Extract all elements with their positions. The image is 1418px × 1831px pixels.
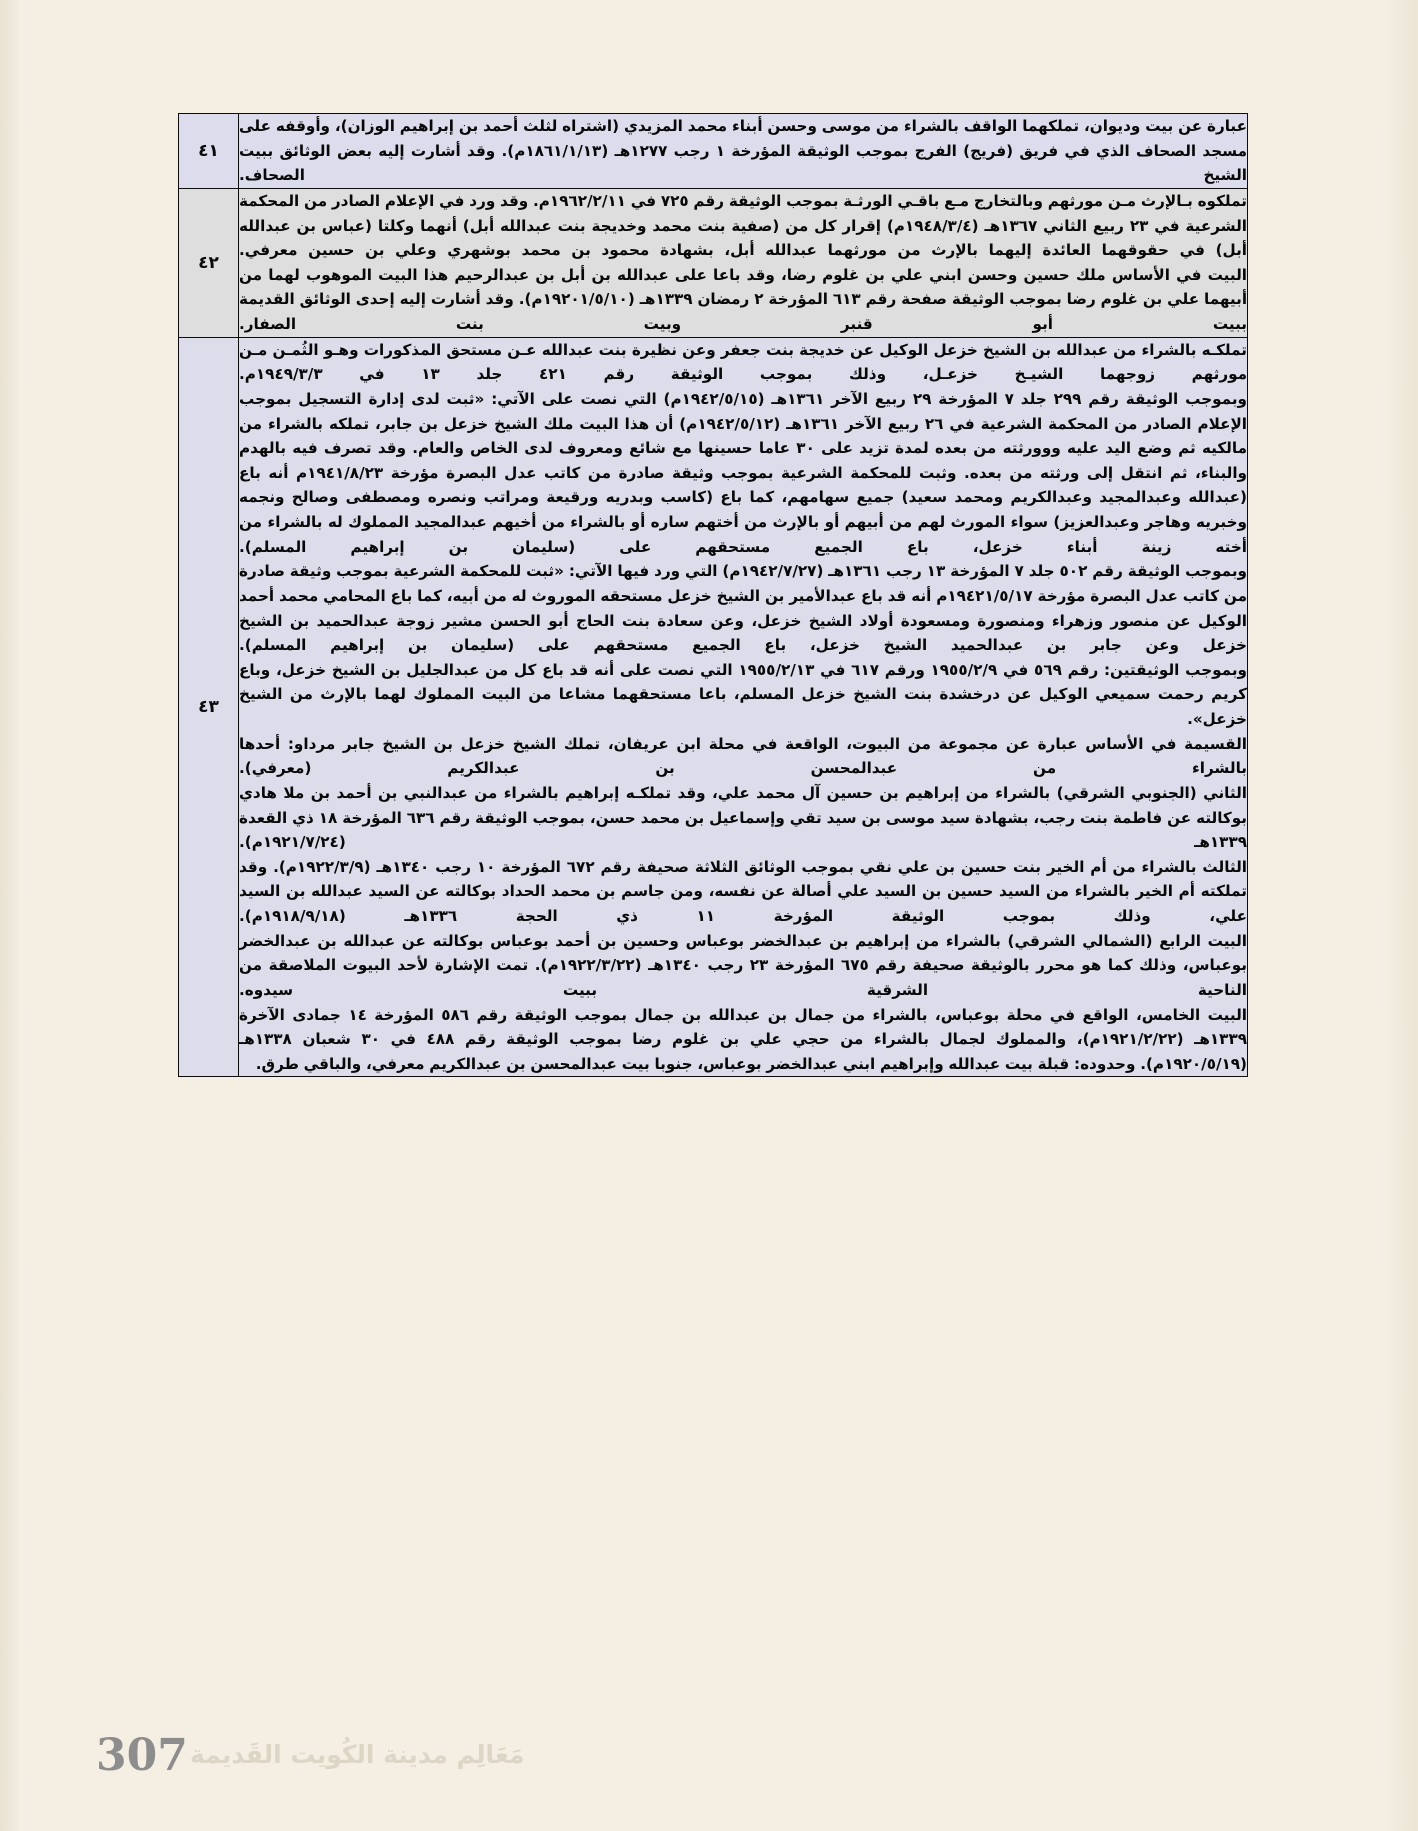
table-body [179,114,1248,1077]
record-paragraph: الثاني (الجنوبي الشرقي) بالشراء من إبراهيم بن حسين آل محمد علي، وقد تملكـه إبراهيم بالشراء من عبدالنبي بن أحمد بن ملا هادي بوكالته عن فاطمة بنت رجب، بشهادة سيد موسى بن سيد تقي وإسماعيل بن محمد حسن، بموجب الوثيقة رقم ٦٣٦ المؤرخة ١٨ ذي القعدة ١٣٣٩هـ (١٩٢١/٧/٢٤م). [239,783,1247,852]
page-footer [0,1719,1418,1789]
record-paragraph: الثالث بالشراء من أم الخير بنت حسين بن علي نقي بموجب الوثائق الثلاثة صحيفة رقم ٦٧٢ المؤرخة ١٠ رجب ١٣٤٠هـ (١٩٢٢/٣/٩م). وقد تملكته أم الخير بالشراء من السيد حسين بن السيد علي أصالة عن نفسه، ومن جاسم بن محمد الحداد بوكالته عن السيد عبدالله بن السيد علي، وذلك بموجب الوثيقة المؤرخة ١١ ذي الحجة ١٣٣٦هـ (١٩١٨/٩/١٨م). [239,857,1248,925]
record-paragraph: القسيمة في الأساس عبارة عن مجموعة من البيوت، الواقعة في محلة ابن عريفان، تملك الشيخ خزعل بن الشيخ جابر مرداو: أحدها بالشراء من عبدالمحسن بن عبدالكريم (معرفي). [239,734,1247,778]
table-row [179,337,1248,1077]
paper-edge-right [1384,0,1418,1831]
record-paragraph: وبموجب الوثيقة رقم ٥٠٢ جلد ٧ المؤرخة ١٣ رجب ١٣٦١هـ (١٩٤٢/٧/٢٧م) التي ورد فيها الآتي: «ثبت للمحكمة الشرعية بموجب وثيقة صادرة من كاتب عدل البصرة مؤرخة ١٩٤٢١/٥/١٧م أنه قد باع عبدالأمير بن الشيخ خزعل مستحقه الموروث له من أبيه، كما باع المحامي محمد أحمد الوكيل عن منصور وزهراء ومنصورة ومسعودة أولاد الشيخ خزعل، وعن سعادة بنت الحاج أبو الحسن مشير زوجة عبدالحميد بن الشيخ خزعل وعن جابر بن عبدالحميد الشيخ خزعل، باع الجميع مستحقهم على (سليمان بن إبراهيم المسلم). [239,562,1247,655]
record-paragraph: البيت الخامس، الواقع في محلة بوعباس، بالشراء من جمال بن عبدالله بن جمال بموجب الوثيقة رقم ٥٨٦ المؤرخة ١٤ جمادى الآخرة ١٣٣٩هـ (١٩٢١/٢/٢٢م)، والمملوك لجمال بالشراء من حجي علي بن غلوم رضا بموجب الوثيقة رقم ٤٨٨ في ٣٠ شعبان ١٣٣٨هـ (١٩٢٠/٥/١٩م). وحدوده: قبلة بيت عبدالله وإبراهيم ابني عبدالخضر بوعباس، جنوبا بيت عبدالمحسن بن عبدالكريم معرفي، والباقي طرق. [239,1005,1247,1073]
table-row [179,114,1248,189]
record-number-43: ٤٣ [179,337,239,1077]
table-row [179,188,1248,337]
record-number-41: ٤١ [179,114,239,189]
record-description-43 [239,337,1248,1077]
record-paragraph: وبموجب الوثيقة رقم ٢٩٩ جلد ٧ المؤرخة ٢٩ ربيع الآخر ١٣٦١هـ (١٩٤٢/٥/١٥م) التي نصت على الآتي: «ثبت لدى إدارة التسجيل بموجب الإعلام الصادر من المحكمة الشرعية في ٢٦ ربيع الآخر ١٣٦١هـ (١٩٤٢/٥/١٢م) أن هذا البيت ملك الشيخ خزعل بن جابر، تملكه بالشراء من مالكيه ثم وضع اليد عليه ووورثته من بعده لمدة تزيد على ٣٠ عاما حسينها مع شائع ومعروف لدى الخاص والعام. وقد تصرف فيه بالهدم والبناء، ثم انتقل إلى ورثته من بعده. وثبت للمحكمة الشرعية بموجب وثيقة صادرة من كاتب عدل البصرة مؤرخة ١٩٤١/٨/٢٣م أنه باع (عبدالله وعبدالمجيد وعبدالكريم ومحمد سعيد) جميع سهامهم، كما باع (كاسب وبدريه ورقيعة ومراتب ونصره ومصطفى وصالح ونجمه وخبريه وهاجر وعبدالعزيز) سواء المورث لهم من أبيهم أو بالإرث من أختهم ساره أو بالشراء من أخيهم عبدالمجيد المملوك له بالشراء من أخته زينة أبناء خزعل، باع الجميع مستحقهم على (سليمان بن إبراهيم المسلم). [239,389,1248,556]
book-title: مَعَالِم مدينة الكُويت القَديمة [190,1740,525,1769]
record-paragraph: عبارة عن بيت وديوان، تملكهما الواقف بالشراء من موسى وحسن أبناء محمد المزيدي (اشتراه لثلث أحمد بن إبراهيم الوزان)، وأوقفه على مسجد الصحاف الذي في فريق (فريج) الفرج بموجب الوثيقة المؤرخة ١ رجب ١٢٧٧هـ (١٨٦١/١/١٣م). وقد أشارت إليه بعض الوثائق ببيت الشيخ الصحاف. [239,117,1247,185]
record-number-42: ٤٢ [179,188,239,337]
record-paragraph: البيت في الأساس ملك حسين وحسن ابني علي بن غلوم رضا، وقد باعا على عبدالله بن أبل بن عبدالرحيم هذا البيت الموهوب لهما من أبيهما علي بن غلوم رضا بموجب الوثيقة صفحة رقم ٦١٣ المؤرخة ٢ رمضان ١٣٣٩هـ (١٩٢٠١/٥/١٠م). وقد أشارت إليه إحدى الوثائق القديمة ببيت أبو قنبر وبيت بنت الصفار. [239,265,1248,333]
record-paragraph: تملكـه بالشراء من عبدالله بن الشيخ خزعل الوكيل عن خديجة بنت جعفر وعن نظيرة بنت عبدالله عـن مستحق المذكورات وهـو الثُمـن مـن مورثهم زوجهما الشيـخ خزعـل، وذلك بموجب الوثيقة رقم ٤٢١ جلد ١٣ في ١٩٤٩/٣/٣م. [239,340,1247,384]
page-number: 307 [96,1730,188,1781]
paper-edge-left [0,0,22,1831]
record-paragraph: البيت الرابع (الشمالي الشرقي) بالشراء من إبراهيم بن عبدالخضر بوعباس وحسين بن أحمد بوعباس بوكالته عن عبدالله بن عبدالخضر بوعباس، وذلك كما هو محرر بالوثيقة صحيفة رقم ٦٧٥ المؤرخة ٢٣ رجب ١٣٤٠هـ (١٩٢٢/٣/٢٢م). تمت الإشارة لأحد البيوت الملاصقة من الناحية الشرقية ببيت سيدوه. [239,931,1247,999]
record-description-41 [239,114,1248,189]
record-paragraph: تملكوه بـالإرث مـن مورثهم وبالتخارج مـع باقـي الورثـة بموجب الوثيقة رقم ٧٢٥ في ١٩٦٢/٢/١١م. وقد ورد في الإعلام الصادر من المحكمة الشرعية في ٢٣ ربيع الثاني ١٣٦٧هـ (١٩٤٨/٣/٤م) إقرار كل من (صفية بنت محمد وخديجة بنت عبدالله أبل) أنهما وكلتا (عباس بن عبدالله أبل) في حقوقهما العائدة إليهما بالإرث من مورثهما عبدالله أبل، بشهادة محمود بن محمد بوشهري وعلي بن حسين معرفي. [239,191,1248,260]
property-records-table [178,113,1248,1077]
record-paragraph: وبموجب الوثيقتين: رقم ٥٦٩ في ١٩٥٥/٢/٩ ورقم ٦١٧ في ١٩٥٥/٢/١٣ التي نصت على أنه قد باع كل من عبدالجليل بن الشيخ خزعل، وباع كريم رحمت سميعي الوكيل عن درخشدة بنت الشيخ خزعل المسلم، باعا مستحقهما مشاعا من البيت المملوك لهما بالإرث من الشيخ خزعل». [239,660,1247,728]
record-description-42 [239,188,1248,337]
